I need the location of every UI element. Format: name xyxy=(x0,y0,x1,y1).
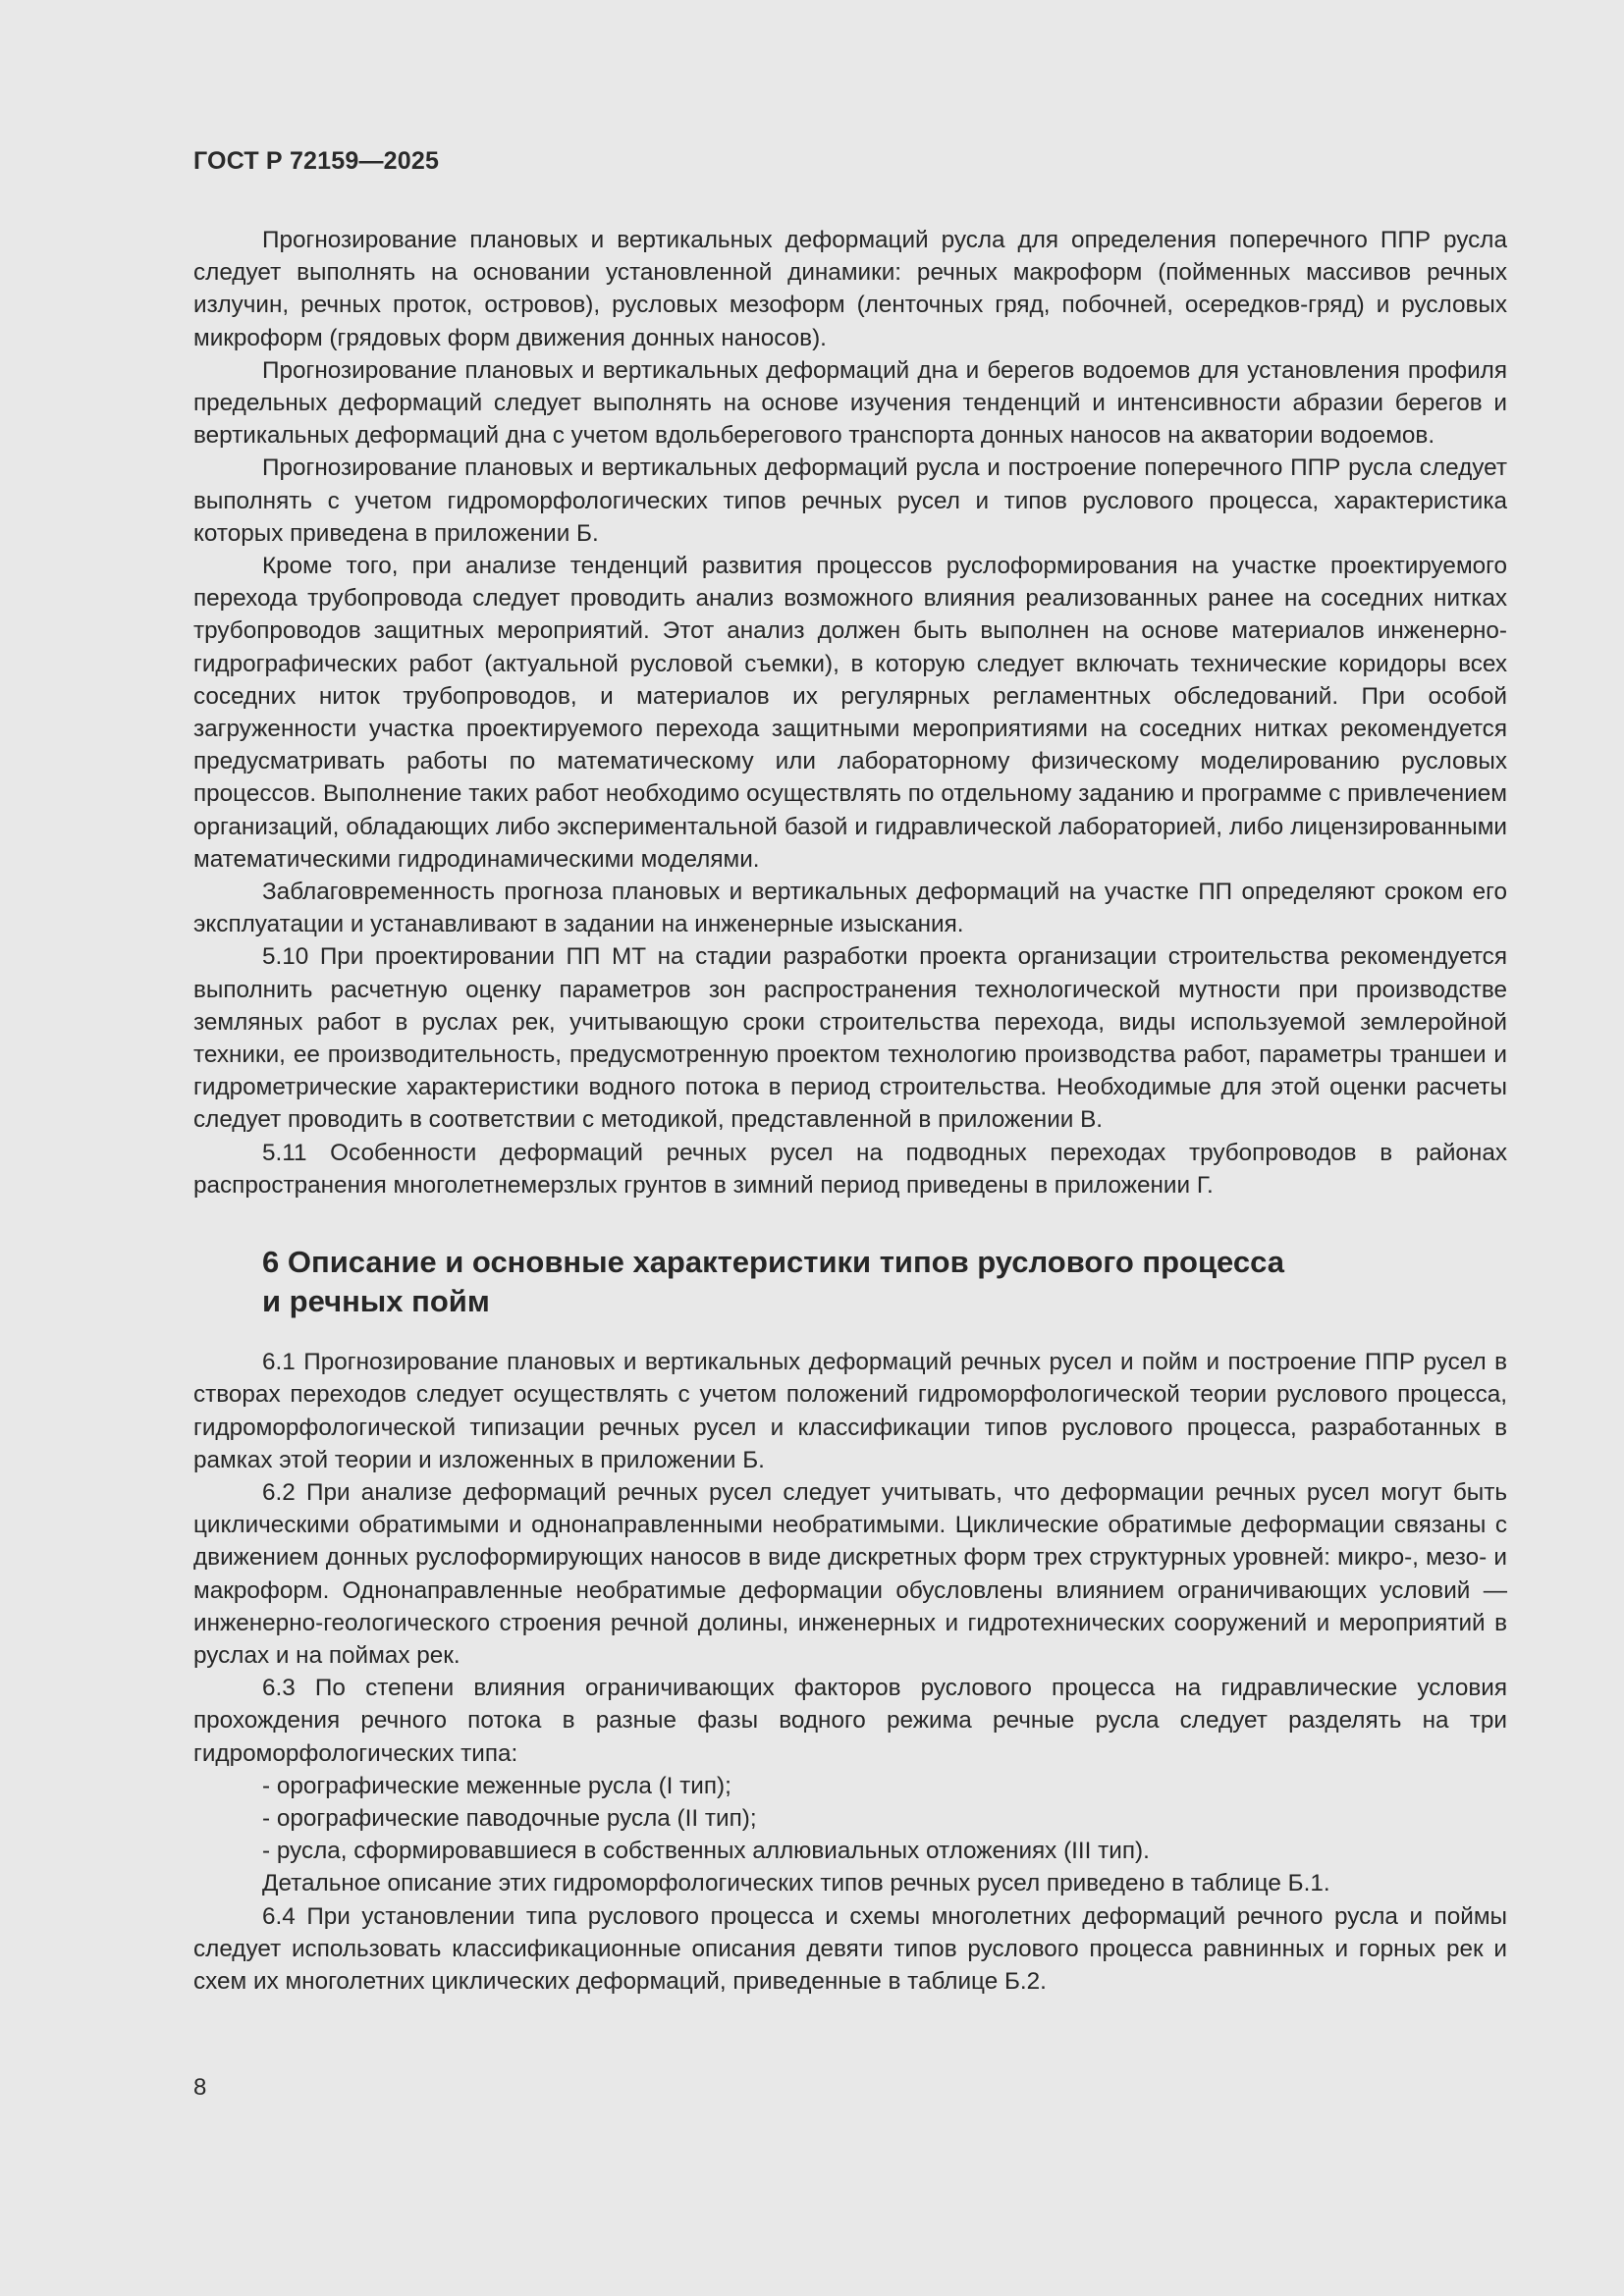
paragraph: 6.1 Прогнозирование плановых и вертикальных деформаций речных русел и пойм и построение ППР русел в створах переходов следует осуществлять с учетом положений гидроморфологической теории руслового процесса, гидроморфологической типизации речных русел и классификации типов руслового процесса, разработанных в рамках этой теории и изложенных в приложении Б. xyxy=(193,1349,1507,1473)
paragraph: Прогнозирование плановых и вертикальных деформаций русла для определения поперечного ППР русла следует выполнять на основании установленной динамики: речных макроформ (пойменных массивов речных излучин, речных проток, островов), русловых мезоформ (ленточных гряд, побочней, осередков-гряд) и русловых микроформ (грядовых форм движения донных наносов). xyxy=(193,227,1507,351)
page-number: 8 xyxy=(193,2074,207,2101)
paragraph: Кроме того, при анализе тенденций развития процессов руслоформирования на участке проектируемого перехода трубопровода следует проводить анализ возможного влияния реализованных ранее на соседних нитках трубопроводов защитных мероприятий. Этот анализ должен быть выполнен на основе материалов инженерно-гидрографических работ (актуальной русловой съемки), в которую следует включать технические коридоры всех соседних ниток трубопроводов, и материалов их регулярных регламентных обследований. При особой загруженности участка проектируемого перехода защитными мероприятиями на соседних нитках рекомендуется предусматривать работы по математическому или лабораторному физическому моделированию русловых процессов. Выполнение таких работ необходимо осуществлять по отдельному заданию и программе с привлечением организаций, обладающих либо экспериментальной базой и гидравлической лабораторией, либо лицензированными математическими гидродинамическими моделями. xyxy=(193,553,1507,873)
document-body xyxy=(193,224,1507,1998)
paragraph: 5.11 Особенности деформаций речных русел на подводных переходах трубопроводов в районах распространения многолетнемерзлых грунтов в зимний период приведены в приложении Г. xyxy=(193,1139,1507,1199)
paragraph: Прогнозирование плановых и вертикальных деформаций русла и построение поперечного ППР русла следует выполнять с учетом гидроморфологических типов речных русел и типов руслового процесса, характеристика которых приведена в приложении Б. xyxy=(193,454,1507,547)
paragraph: 6.2 При анализе деформаций речных русел следует учитывать, что деформации речных русел могут быть циклическими обратимыми и однонаправленными необратимыми. Циклические обратимые деформации связаны с движением донных руслоформирующих наносов в виде дискретных форм трех структурных уровней: микро-, мезо- и макроформ. Однонаправленные необратимые деформации обусловлены влиянием ограничивающих условий — инженерно-геологического строения речной долины, инженерных и гидротехнических сооружений и мероприятий в руслах и на поймах рек. xyxy=(193,1478,1507,1669)
paragraph: Детальное описание этих гидроморфологических типов речных русел приведено в таблице Б.1. xyxy=(262,1870,1330,1897)
paragraph: Заблаговременность прогноза плановых и вертикальных деформаций на участке ПП определяют сроком его эксплуатации и устанавливают в задании на инженерные изыскания. xyxy=(193,879,1507,938)
list-item: - русла, сформировавшиеся в собственных аллювиальных отложениях (III тип). xyxy=(262,1838,1150,1865)
section-heading xyxy=(262,1243,1507,1321)
section-heading-line-2: и речных пойм xyxy=(262,1284,490,1319)
paragraph: 5.10 При проектировании ПП МТ на стадии разработки проекта организации строительства рекомендуется выполнить расчетную оценку параметров зон распространения технологической мутности при производстве земляных работ в руслах рек, учитывающую сроки строительства перехода, виды используемой землеройной техники, ее производительность, предусмотренную проектом технологию производства работ, параметры траншеи и гидрометрические характеристики водного потока в период строительства. Необходимые для этой оценки расчеты следует проводить в соответствии с методикой, представленной в приложении В. xyxy=(193,943,1507,1134)
list-item: - орографические меженные русла (I тип); xyxy=(262,1772,731,1799)
section-heading-line-1: 6 Описание и основные характеристики типов руслового процесса xyxy=(262,1245,1284,1280)
paragraph: Прогнозирование плановых и вертикальных деформаций дна и берегов водоемов для установления профиля предельных деформаций следует выполнять на основе изучения тенденций и интенсивности абразии берегов и вертикальных деформаций дна с учетом вдольберегового транспорта донных наносов на акватории водоемов. xyxy=(193,356,1507,450)
list-item: - орографические паводочные русла (II тип); xyxy=(262,1804,757,1832)
document-header-id: ГОСТ Р 72159—2025 xyxy=(193,147,440,175)
paragraph: 6.3 По степени влияния ограничивающих факторов руслового процесса на гидравлические условия прохождения речного потока в разные фазы водного режима речные русла следует разделять на три гидроморфологических типа: xyxy=(193,1675,1507,1767)
paragraph: 6.4 При установлении типа руслового процесса и схемы многолетних деформаций речного русла и поймы следует использовать классификационные описания девяти типов руслового процесса равнинных и горных рек и схем их многолетних циклических деформаций, приведенные в таблице Б.2. xyxy=(193,1902,1507,1995)
